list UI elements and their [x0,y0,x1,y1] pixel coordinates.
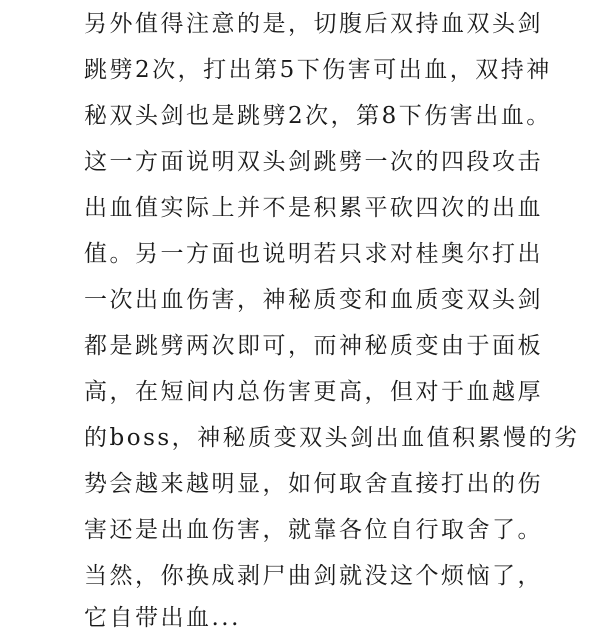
text-line-8: 都是跳劈两次即可，而神秘质变由于面板 [84,333,543,359]
text-line-1: 另外值得注意的是，切腹后双持血双头剑 [84,11,543,37]
text-line-12: 害还是出血伤害，就靠各位自行取舍了。 [84,517,543,543]
text-line-14: 它自带出血... [84,605,241,631]
text-line-9: 高，在短间内总伤害更高，但对于血越厚 [84,379,543,405]
text-line-2: 跳劈2次，打出第5下伤害可出血，双持神 [84,57,552,83]
text-line-10: 的boss，神秘质变双头剑出血值积累慢的劣 [84,425,580,451]
text-line-7: 一次出血伤害，神秘质变和血质变双头剑 [84,287,543,313]
text-line-3: 秘双头剑也是跳劈2次，第8下伤害出血。 [84,103,552,129]
text-line-5: 出血值实际上并不是积累平砍四次的出血 [84,195,543,221]
text-line-4: 这一方面说明双头剑跳劈一次的四段攻击 [84,149,543,175]
text-line-11: 势会越来越明显，如何取舍直接打出的伤 [84,471,543,497]
text-line-6: 值。另一方面也说明若只求对桂奥尔打出 [84,241,543,267]
text-line-13: 当然，你换成剥尸曲剑就没这个烦恼了， [84,563,543,589]
